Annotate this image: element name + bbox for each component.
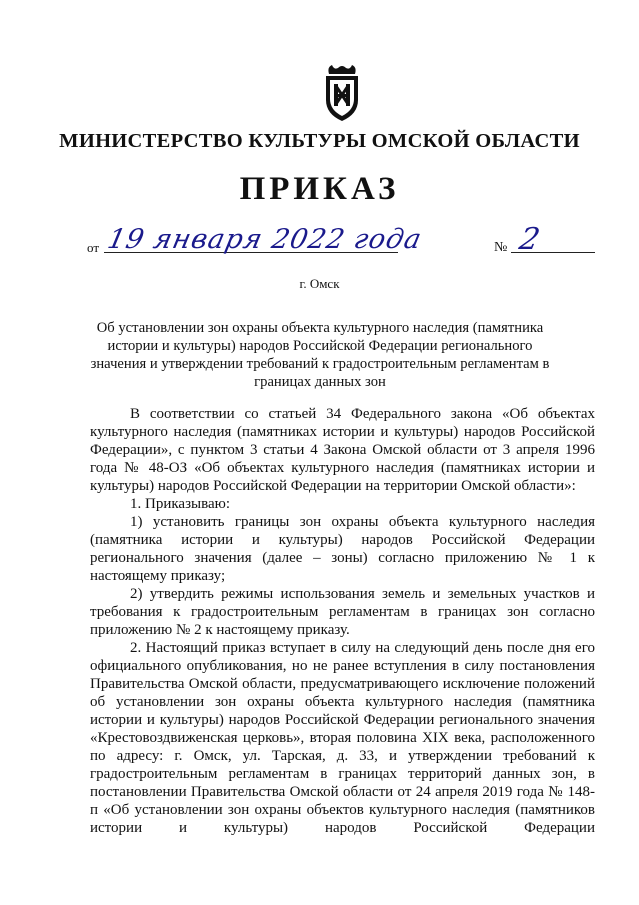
- handwritten-number: 2: [516, 222, 543, 257]
- date-prefix: от: [87, 240, 100, 255]
- number-prefix: №: [494, 240, 508, 255]
- body-paragraph: 1. Приказываю:: [130, 496, 230, 512]
- body-paragraph: 1) установить границы зон охраны объекта культурного наследия (памятника истории и культуры) народов Российской Федерации регионального значения (далее – зоны) согласно приложению № 1 к настоящему приказу;: [90, 514, 595, 584]
- ministry-name: МИНИСТЕРСТВО КУЛЬТУРЫ ОМСКОЙ ОБЛАСТИ: [59, 130, 580, 152]
- body-paragraph: 2. Настоящий приказ вступает в силу на следующий день после дня его официального опубликования, но не ранее вступления в силу постановления Правительства Омской области, предусматривающего исключение положений об установлении зон охраны объекта культурного наследия (памятника истории и культуры) народов Российской Федерации регионального значения «Крестовоздвиженская церковь», вторая половина XIX века, расположенного по адресу: г. Омск, ул. Тарская, д. 33, и утверждении требований к градостроительным регламентам в границах территорий данных зон, в постановлении Правительства Омской области от 24 апреля 2019 года № 148-п «Об установлении зон охраны объектов культурного наследия (памятников истории и культуры) народов Российской Федерации: [90, 640, 595, 836]
- document-subject: Об установлении зон охраны объекта культурного наследия (памятника истории и культуры) народов Российской Федерации регионального значения и утверждении требований к градостроительным регламентам в границах данных зон: [90, 320, 550, 390]
- city: г. Омск: [299, 276, 340, 291]
- body-paragraph: В соответствии со статьей 34 Федерального закона «Об объектах культурного наследия (памятниках истории и культуры) народов Российской Федерации», с пунктом 3 статьи 4 Закона Омской области от 3 апреля 1996 года № 48-ОЗ «Об объектах культурного наследия (памятниках истории и культуры) народов Российской Федерации на территории Омской области»:: [90, 406, 595, 494]
- document-title: ПРИКАЗ: [239, 171, 400, 207]
- body-paragraph: 2) утвердить режимы использования земель и земельных участков и требования к градостроительным регламентам в границах зон согласно приложению № 2 к настоящему приказу.: [90, 586, 595, 638]
- coat-of-arms-emblem: [321, 64, 363, 122]
- document-body: [90, 405, 595, 837]
- handwritten-date: 19 января 2022 года: [104, 224, 425, 255]
